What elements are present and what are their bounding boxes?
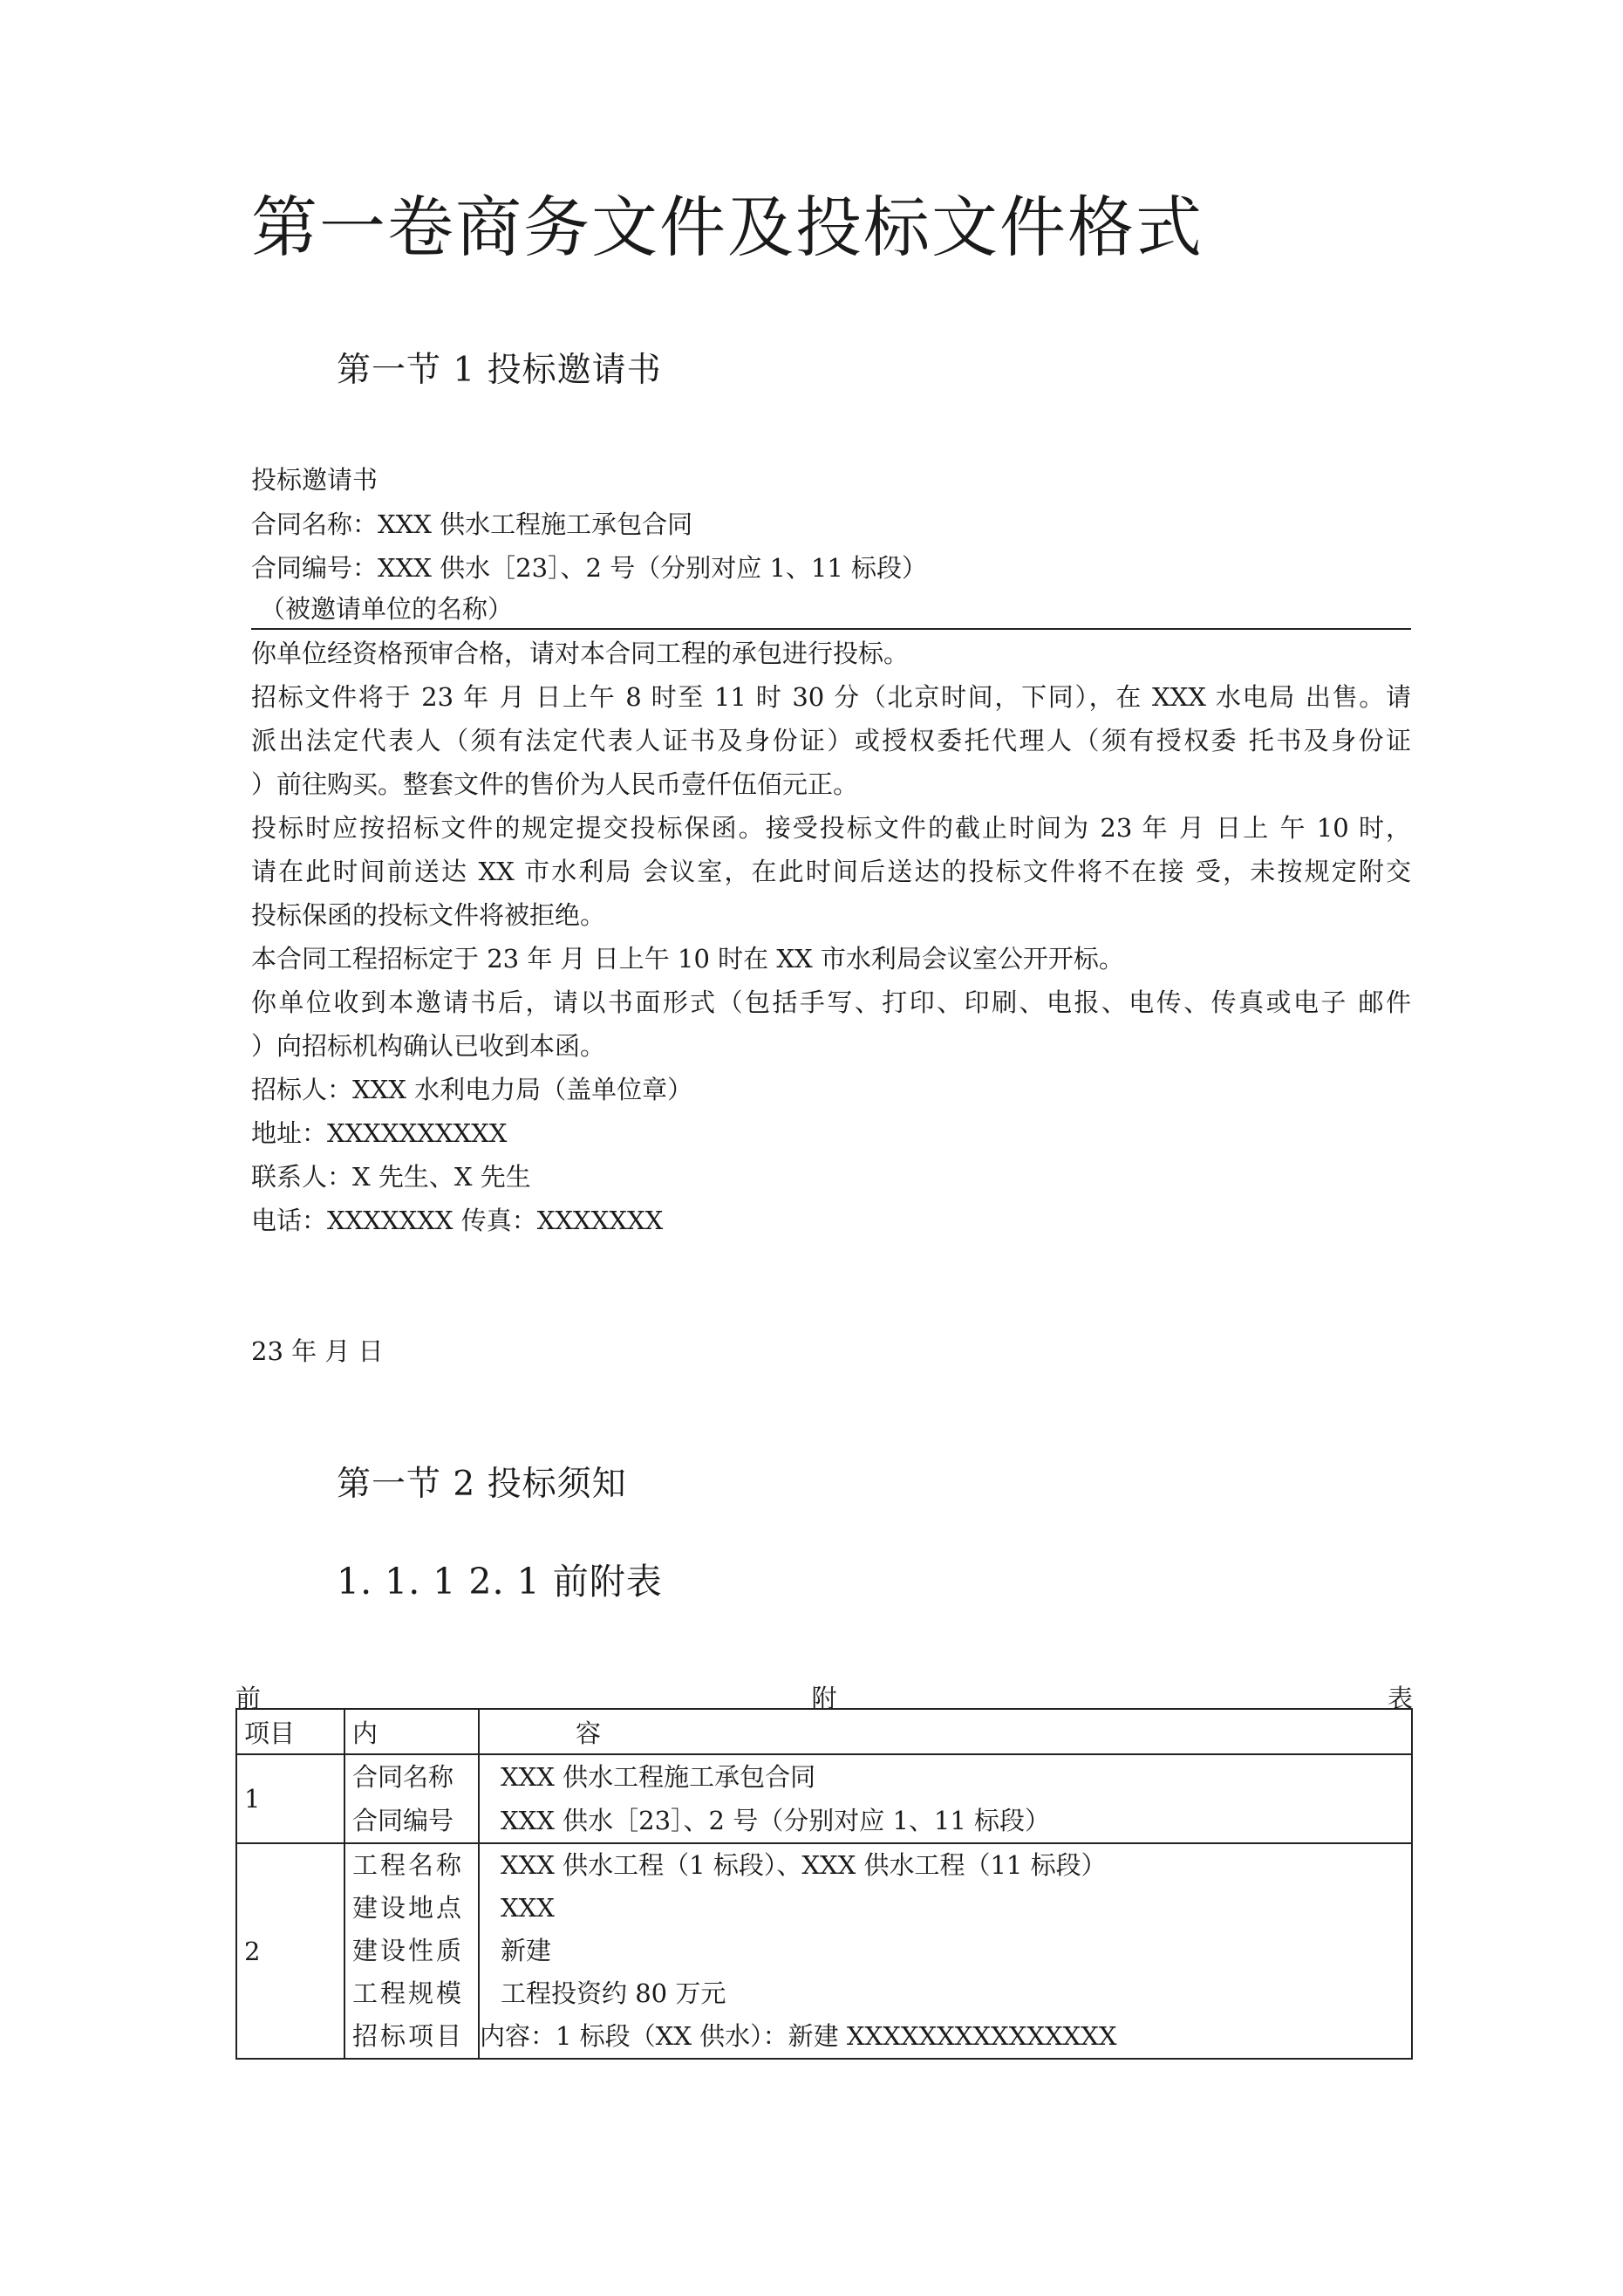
body-line: 请在此时间前送达 XX 市水利局 会议室，在此时间后送达的投标文件将不在接 受，未按规定附交 <box>251 857 1411 886</box>
body-line: 投标保函的投标文件将被拒绝。 <box>251 900 606 930</box>
phone-fax-line: 电话：XXXXXXX 传真：XXXXXXX <box>251 1206 664 1235</box>
section2-heading: 第一节 2 投标须知 <box>337 1465 627 1504</box>
header-item: 项目 <box>236 1709 344 1754</box>
invitee-name-line: （被邀请单位的名称） <box>260 594 514 624</box>
annex-subheading: 1. 1. 1 2. 1 前附表 <box>337 1561 663 1602</box>
row-label: 招标项目 <box>352 2021 465 2051</box>
body-line: 招标文件将于 23 年 月 日上午 8 时至 11 时 30 分（北京时间，下同），在 XXX 水电局 出售。请 <box>251 682 1411 712</box>
header-content-1: 内 <box>344 1709 479 1754</box>
contract-number-line: 合同编号：XXX 供水［23］、2 号（分别对应 1、11 标段） <box>251 553 928 583</box>
row-label: 工程规模 <box>352 1978 465 2008</box>
header-content-2: 容 <box>479 1709 1412 1754</box>
body-line: 投标时应按招标文件的规定提交投标保函。接受投标文件的截止时间为 23 年 月 日上 午 10 时， <box>251 813 1411 843</box>
row-value: 工程投资约 80 万元 <box>501 1978 726 2008</box>
row-value: 新建 <box>501 1936 552 1965</box>
row-value: 内容：1 标段（XX 供水）：新建 XXXXXXXXXXXXXXX <box>480 2021 1117 2051</box>
contact-line: 联系人：X 先生、X 先生 <box>251 1162 531 1192</box>
body-line: 本合同工程招标定于 23 年 月 日上午 10 时在 XX 市水利局会议室公开开标。 <box>251 944 1124 974</box>
body-line: ）前往购买。整套文件的售价为人民币壹仟伍佰元正。 <box>251 769 859 799</box>
row-label: 合同编号 <box>352 1806 454 1835</box>
caption-part: 表 <box>1387 1684 1413 1713</box>
row-value: XXX <box>501 1893 555 1923</box>
date-line: 23 年 月 日 <box>251 1336 384 1366</box>
document-title: 第一卷商务文件及投标文件格式 <box>251 188 1204 266</box>
contract-name-line: 合同名称：XXX 供水工程施工承包合同 <box>251 509 693 539</box>
row-values <box>479 1843 1412 2059</box>
table-row <box>236 1754 1412 1843</box>
row-label: 工程名称 <box>352 1850 465 1880</box>
row-value: XXX 供水工程施工承包合同 <box>501 1762 816 1792</box>
tenderer-line: 招标人：XXX 水利电力局（盖单位章） <box>251 1075 693 1104</box>
row-labels <box>344 1843 479 2059</box>
body-line: 派出法定代表人（须有法定代表人证书及身份证）或授权委托代理人（须有授权委 托书及身份证 <box>251 726 1411 755</box>
row-number: 2 <box>236 1843 344 2059</box>
body-line: 你单位收到本邀请书后，请以书面形式（包括手写、打印、印刷、电报、电传、传真或电子 邮件 <box>251 987 1411 1017</box>
row-value: XXX 供水工程（1 标段）、XXX 供水工程（11 标段） <box>501 1850 1107 1880</box>
section1-heading: 第一节 1 投标邀请书 <box>337 351 662 390</box>
invitation-title: 投标邀请书 <box>251 465 378 495</box>
body-line: 你单位经资格预审合格，请对本合同工程的承包进行投标。 <box>251 639 910 668</box>
invitee-underline <box>251 628 1411 630</box>
table-header-row <box>236 1709 1412 1754</box>
address-line: 地址：XXXXXXXXXX <box>251 1118 508 1148</box>
row-number: 1 <box>236 1754 344 1843</box>
row-label: 建设地点 <box>352 1893 465 1923</box>
row-values <box>479 1754 1412 1843</box>
body-line: ）向招标机构确认已收到本函。 <box>251 1031 606 1061</box>
table-row <box>236 1843 1412 2059</box>
caption-part: 前 <box>235 1684 262 1713</box>
row-label: 建设性质 <box>352 1936 465 1965</box>
row-labels <box>344 1754 479 1843</box>
annex-table <box>235 1708 1413 2060</box>
caption-part: 附 <box>811 1684 837 1713</box>
row-label: 合同名称 <box>352 1762 454 1792</box>
row-value: XXX 供水［23］、2 号（分别对应 1、11 标段） <box>501 1806 1051 1835</box>
